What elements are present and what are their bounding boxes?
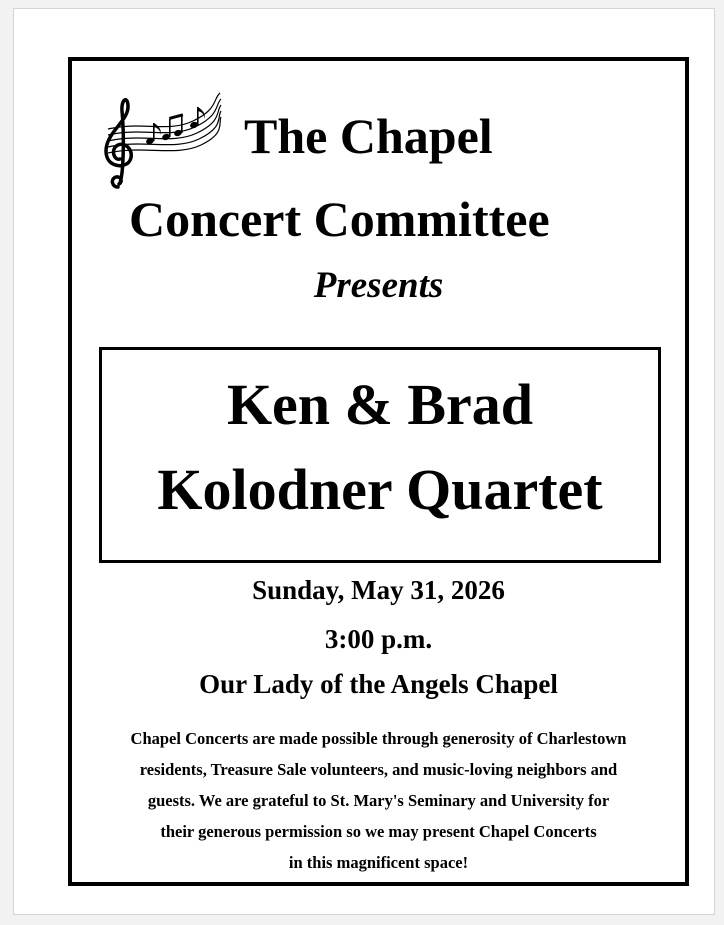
performer-box xyxy=(99,347,661,563)
flyer-border xyxy=(68,57,689,886)
treble-clef-music-notes-icon xyxy=(98,91,222,195)
acknowledgement-line: their generous permission so we may present Chapel Concerts xyxy=(160,822,597,841)
acknowledgement-line: guests. We are grateful to St. Mary's Seminary and University for xyxy=(147,791,610,810)
acknowledgement-line: in this magnificent space! xyxy=(288,853,469,872)
acknowledgement-line: residents, Treasure Sale volunteers, and music-loving neighbors and xyxy=(139,760,618,779)
event-time: 3:00 p.m. xyxy=(324,624,433,654)
organizer-title-line2: Concert Committee xyxy=(129,191,550,247)
document-page xyxy=(13,8,715,915)
event-venue: Our Lady of the Angels Chapel xyxy=(199,669,558,699)
event-date: Sunday, May 31, 2026 xyxy=(252,575,505,605)
acknowledgement-paragraph xyxy=(72,723,685,878)
performer-name-line2: Kolodner Quartet xyxy=(157,457,603,522)
acknowledgement-line: Chapel Concerts are made possible through generosity of Charlestown xyxy=(130,729,627,748)
organizer-title-line1: The Chapel xyxy=(244,108,493,164)
performer-name-line1: Ken & Brad xyxy=(226,372,534,437)
presents-label: Presents xyxy=(313,265,444,306)
